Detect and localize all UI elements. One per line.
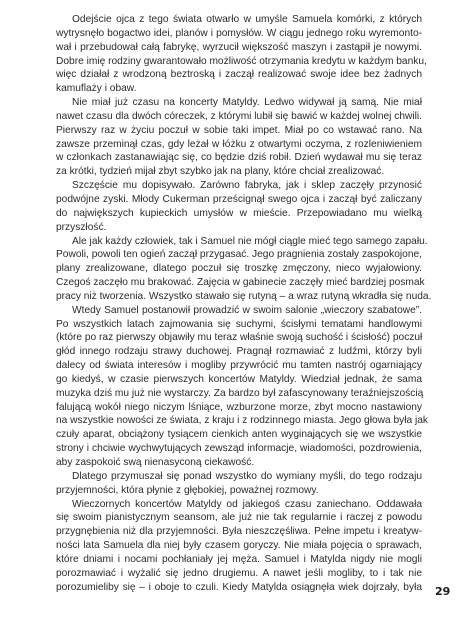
text-line: Powoli, powoli ten ogień zaczął przygasać. Jego pragnienia zostały zaspokojone, — [56, 249, 422, 261]
text-line: Wtedy Samuel postanowił prowadzić w swoim salonie „wieczory szabatowe”. — [72, 304, 422, 316]
text-line: ności lata Samuela dla niej były czasem goryczy. Nie miała pojęcia o sprawach, — [56, 540, 422, 552]
text-line: strony i chciwie wychwytujących zewsząd informacje, wiadomości, pozdrowienia, — [56, 443, 422, 455]
text-line: kamuflaży i obaw. — [56, 83, 137, 95]
text-line: Ale jak każdy człowiek, tak i Samuel nie mógł ciągle mieć tego samego zapału. — [72, 235, 428, 247]
text-line: (które po raz pierwszy objawiły mu teraz właśnie swoją suchość i ścisłość) poczuł — [56, 332, 423, 344]
text-line: Wieczornych koncertów Matyldy od jakiegoś czasu zaniechano. Oddawała — [72, 498, 422, 510]
text-line: na wszystkie nowości ze świata, z kraju i z rodzinnego miasta. Jego głowa była jak — [56, 415, 429, 427]
text-line: które dniami i nocami pochłaniały jej męża. Samuel i Matylda nigdy nie mogli — [56, 553, 422, 565]
text-line: Szczęście mu dopisywało. Zarówno fabryka, jak i sklep zaczęły przynosić — [72, 180, 422, 192]
text-line: pracy niż tworzenia. Wszystko stawało się rutyną – a wraz rutyną wkradła się nuda. — [56, 290, 432, 302]
text-line: Dobre imię rodziny gwarantowało możliwość otrzymania kredytu w każdym banku, — [56, 55, 427, 67]
text-line: podwójne zyski. Młody Cukerman prześcignął swego ojca i zaczął być zaliczany — [56, 193, 422, 205]
text-line: w członkach zastanawiając się, co będzie dziś robił. Dzień wydawał mu się teraz — [56, 152, 422, 164]
text-line: nawet czasu dla dwóch córeczek, z którymi lubił się bawić w każdej wolnej chwili. — [56, 110, 422, 122]
text-line: Nie miał już czasu na koncerty Matyldy. Ledwo widywał ją samą. Nie miał — [72, 97, 422, 109]
text-line: porozmawiać i wyżalić się jedno drugiemu. A nawet jeśli mogliby, to i tak nie — [56, 567, 422, 579]
text-line: wał i przebudował całą fabrykę, wyrzucił większość maszyn i zastąpił je nowymi. — [56, 41, 422, 53]
text-line: muzyka dziś mu już nie wystarczy. Za bardzo był zafascynowany teraźniejszością — [56, 387, 424, 399]
text-line: przyszłość. — [56, 221, 107, 233]
text-line: za krótki, tydzień mijał zbyt szybko jak na plany, które chciał zrealizować. — [56, 166, 385, 178]
text-line: przygnębienia niż dla przyjemności. Była nieszczęśliwa. Pełne impetu i kreatyw- — [56, 526, 422, 538]
text-line: porozumieliby się – i oboje to czuli. Kiedy Matylda osiągnęła wiek dojrzały, była — [56, 581, 422, 593]
text-line: zawsze przeminął czas, gdy leżał w łóżku z otwartymi oczyma, z rozleniwieniem — [56, 138, 422, 150]
page-body — [56, 13, 432, 594]
text-line: Czegoś zaczęło mu brakować. Zajęcia w gabinecie zaczęły mieć bardziej posmak — [56, 277, 425, 289]
text-line: do największych kupieckich umysłów w mieście. Przepowiadano mu wielką — [56, 207, 422, 219]
text-line: więc działał z wrodzoną beztroską i zaczął realizować swoje idee bez żadnych — [56, 69, 422, 81]
text-line: aby zaspokoić swą nienasyconą ciekawość. — [56, 457, 255, 468]
text-line: Po wszystkich latach zajmowania się suchymi, ścisłymi tematami handlowymi — [56, 318, 422, 330]
text-line: Pierwszy raz w życiu poczuł w sobie taki impet. Miał po co wstawać rano. Na — [56, 124, 422, 136]
text-line: Odejście ojca z tego świata otwarło w umyśle Samuela komórki, z których — [72, 14, 422, 25]
text-line: plany zrealizowane, dlatego poczuł się troszkę zmęczony, nieco wyjałowiony. — [56, 263, 422, 275]
text-line: go kiedyś, w czasie pierwszych koncertów Matyldy. Wiedział jednak, że sama — [56, 373, 422, 385]
text-line: wytrysnęło bogactwo idei, planów i pomysłów. W ciągu jednego roku wyremonto- — [56, 27, 422, 39]
text-line: czuły aparat, obciążony tysiącem cienkich anten wyginających się we wszystkie — [56, 429, 422, 441]
text-line: dalecy od świata interesów i mogliby przywrócić mu tamten nastrój ogarniający — [56, 360, 422, 372]
text-line: przyjemności, która płynie z głębokiej, poważnej rozmowy. — [56, 484, 319, 496]
text-line: Dlatego przymuszał się ponad wszystko do wymiany myśli, do tego rodzaju — [72, 470, 422, 482]
text-line: się swoim pianistycznym seansom, ale już nie tak regularnie i raczej z powodu — [56, 512, 422, 524]
text-line: głód innego rodzaju strawy duchowej. Pragnął rozmawiać z ludźmi, którzy byli — [56, 346, 422, 358]
page-number: 29 — [435, 585, 451, 598]
text-line: falującą wokół niego niczym lśniące, wzburzone morze, zbyt mocno nastawiony — [56, 401, 422, 413]
